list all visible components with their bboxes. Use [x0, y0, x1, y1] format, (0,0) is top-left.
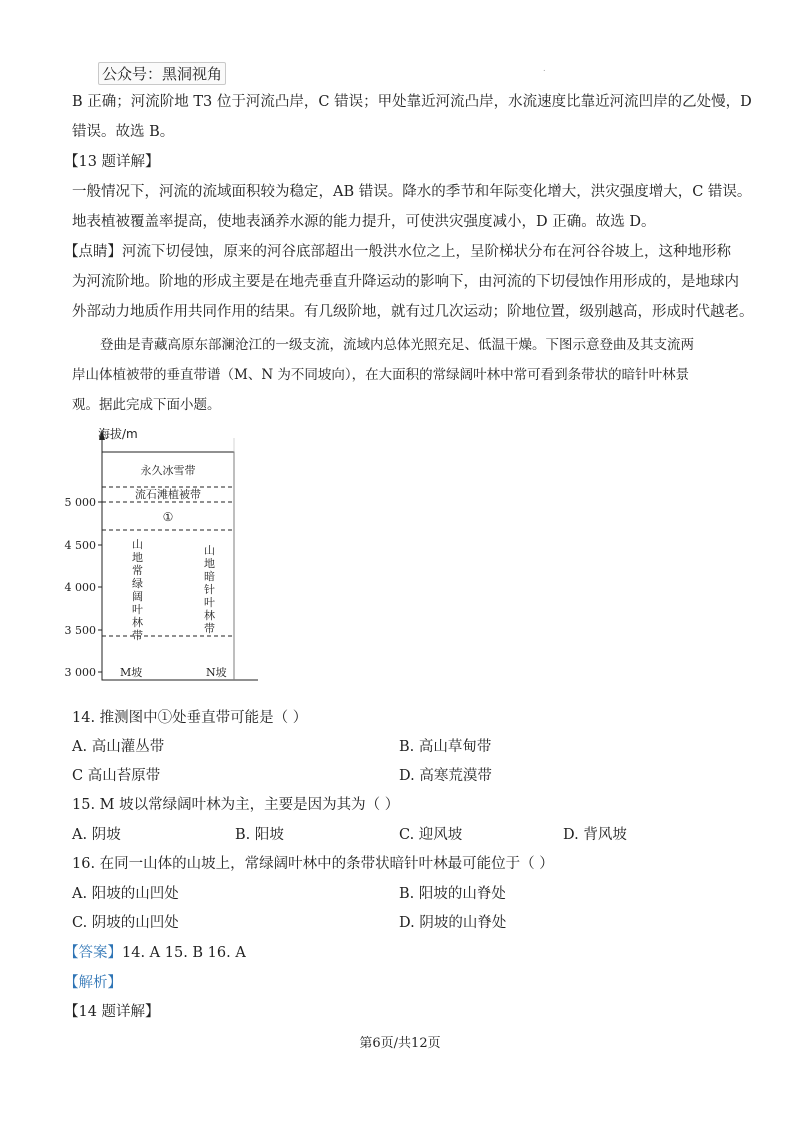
slope-label-m: M坡	[120, 666, 143, 679]
analysis-tag: 【解析】	[64, 975, 122, 991]
right-band-char: 地	[204, 557, 215, 570]
right-band-char: 叶	[204, 596, 215, 609]
answer-line	[64, 943, 246, 963]
band-scree-vegetation: 流石滩植被带	[135, 488, 201, 501]
option-16-c: C. 阴坡的山凹处	[72, 915, 179, 931]
option-14-b: B. 高山草甸带	[399, 739, 492, 755]
diagram-svg	[62, 418, 282, 690]
section-heading: 【14 题详解】	[64, 1004, 160, 1020]
left-band-char: 山	[132, 538, 143, 551]
right-band-char: 带	[204, 622, 215, 635]
section-heading: 【13 题详解】	[64, 154, 160, 170]
option-16-b: B. 阳坡的山脊处	[399, 886, 506, 902]
right-band-char: 暗	[204, 570, 215, 583]
tip-paragraph: 【点睛】河流下切侵蚀，原来的河谷底部超出一般洪水位之上，呈阶梯状分布在河谷谷坡上，这种地形称	[64, 244, 731, 260]
text-line: 为河流阶地。阶地的形成主要是在地壳垂直升降运动的影响下，由河流的下切侵蚀作用形成的，是地球内	[72, 274, 739, 290]
option-15-d: D. 背风坡	[563, 827, 627, 843]
left-band-char: 叶	[132, 603, 143, 616]
text-line: 一般情况下，河流的流域面积较为稳定，AB 错误。降水的季节和年际变化增大，洪灾强度增大，C 错误。	[72, 184, 752, 200]
intro-line: 岸山体植被带的垂直带谱（M、N 为不同坡向），在大面积的常绿阔叶林中常可看到条带状的暗针叶林景	[72, 367, 690, 383]
left-band-char: 常	[132, 564, 143, 577]
right-band-char: 山	[204, 544, 215, 557]
text-line: 错误。故选 B。	[72, 124, 175, 140]
intro-line: 观。据此完成下面小题。	[72, 397, 221, 413]
text-line: 外部动力地质作用共同作用的结果。有几级阶地，就有过几次运动；阶地位置，级别越高，形成时代越老。	[72, 304, 754, 320]
watermark: 公众号：黑洞视角	[98, 62, 226, 85]
left-band-char: 林	[132, 616, 143, 629]
question-14: 14. 推测图中①处垂直带可能是（ ）	[72, 710, 308, 726]
option-15-a: A. 阴坡	[72, 827, 121, 843]
option-15-b: B. 阳坡	[235, 827, 284, 843]
tick-label: 3 500	[64, 624, 96, 637]
right-band-char: 林	[204, 609, 215, 622]
tick-label: 4 000	[64, 581, 96, 594]
answer-tag: 【答案】	[64, 945, 122, 961]
left-band-char: 阔	[132, 590, 143, 603]
question-15: 15. M 坡以常绿阔叶林为主，主要是因为其为（ ）	[72, 797, 400, 813]
band-permanent-snow: 永久冰雪带	[140, 464, 196, 477]
left-band-char: 绿	[132, 577, 143, 590]
slope-label-n: N坡	[206, 666, 227, 679]
tick-label: 5 000	[64, 496, 96, 509]
option-16-a: A. 阳坡的山凹处	[72, 886, 179, 902]
option-14-a: A. 高山灌丛带	[72, 739, 165, 755]
option-14-c: C 高山苔原带	[72, 768, 161, 784]
vertical-zonation-diagram	[62, 418, 282, 690]
option-14-d: D. 高寒荒漠带	[399, 768, 492, 784]
page-footer: 第6页/共12页	[359, 1036, 441, 1051]
option-16-d: D. 阴坡的山脊处	[399, 915, 507, 931]
text-line: B 正确；河流阶地 T3 位于河流凸岸，C 错误；甲处靠近河流凸岸，水流速度比靠近河流凹岸的乙处慢，D	[72, 94, 752, 110]
tick-label: 3 000	[64, 666, 96, 679]
speck: .	[543, 64, 546, 73]
intro-line: 登曲是青藏高原东部澜沧江的一级支流，流域内总体光照充足、低温干燥。下图示意登曲及其支流两	[100, 337, 694, 353]
text-line: 地表植被覆盖率提高，使地表涵养水源的能力提升，可使洪灾强度减小，D 正确。故选 D。	[72, 214, 656, 230]
left-band-char: 带	[132, 629, 143, 642]
question-16: 16. 在同一山体的山坡上，常绿阔叶林中的条带状暗针叶林最可能位于（ ）	[72, 856, 554, 872]
answer-values: 14. A 15. B 16. A	[122, 945, 246, 961]
right-band-char: 针	[204, 583, 215, 596]
tick-label: 4 500	[64, 539, 96, 552]
option-15-c: C. 迎风坡	[399, 827, 463, 843]
y-axis-label: 海拔/m	[98, 427, 138, 441]
band-marker-1: ①	[162, 510, 174, 524]
left-band-char: 地	[132, 551, 143, 564]
